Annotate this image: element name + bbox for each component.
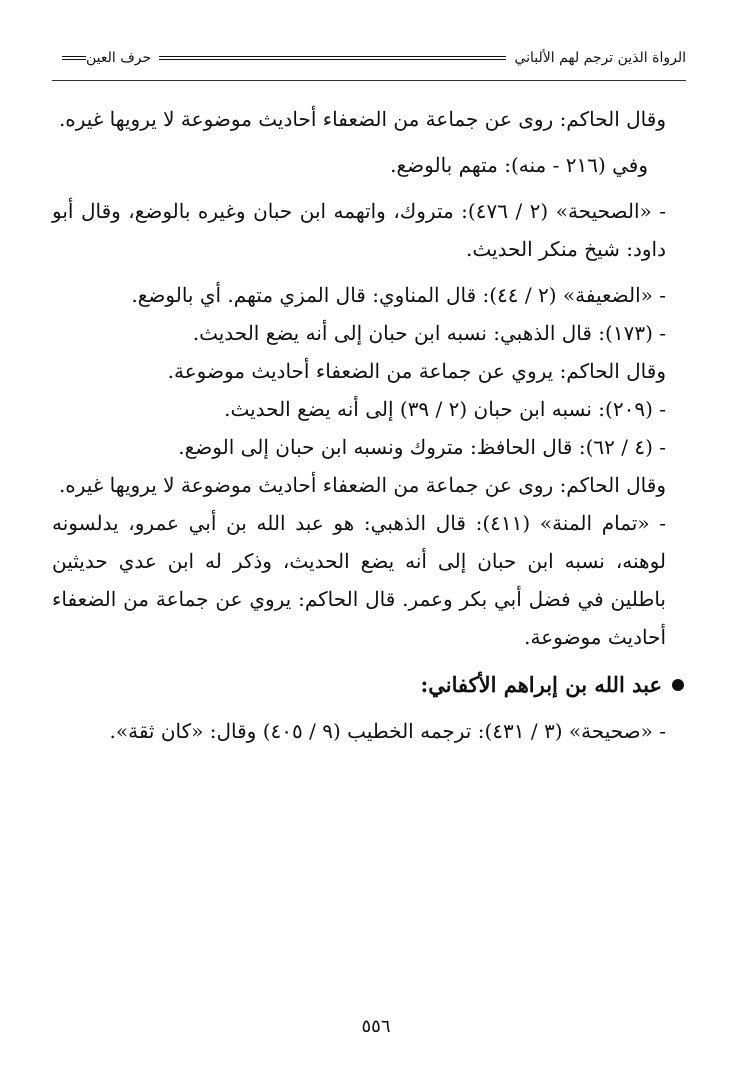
paragraph: - (٤ / ٦٢): قال الحافظ: متروك ونسبه ابن حبان إلى الوضع. <box>178 435 666 459</box>
bullet-icon <box>672 679 684 691</box>
entry-title: عبد الله بن إبراهم الأكفاني: <box>420 672 662 697</box>
paragraph: وقال الحاكم: روى عن جماعة من الضعفاء أحاديث موضوعة لا يرويها غيره. <box>58 107 666 131</box>
paragraph: وقال الحاكم: يروي عن جماعة من الضعفاء أحاديث موضوعة. <box>167 359 666 383</box>
header-rule <box>159 56 506 60</box>
book-title: الرواة الذين ترجم لهم الألباني <box>514 50 686 66</box>
page-body <box>52 100 684 750</box>
header-divider <box>52 80 686 81</box>
running-header <box>52 40 686 76</box>
paragraph: - «الصحيحة» (٢ / ٤٧٦): متروك، واتهمه ابن حبان وغيره بالوضع، وقال أبو داود: شيخ منكر الحديث. <box>52 199 666 261</box>
paragraph: - (٢٠٩): نسبه ابن حبان (٢ / ٣٩) إلى أنه يضع الحديث. <box>224 397 666 421</box>
paragraph: وفي (٢١٦ - منه): متهم بالوضع. <box>390 153 648 177</box>
page-number: ٥٥٦ <box>361 1016 391 1037</box>
entry-heading <box>52 666 684 704</box>
entry-text: - «صحيحة» (٣ / ٤٣١): ترجمه الخطيب (٩ / ٤٠٥) وقال: «كان ثقة». <box>109 719 666 743</box>
paragraph: - (١٧٣): قال الذهبي: نسبه ابن حبان إلى أنه يضع الحديث. <box>192 321 666 345</box>
header-rule-end <box>62 56 86 60</box>
paragraph: - «الضعيفة» (٢ / ٤٤): قال المناوي: قال المزي متهم. أي بالوضع. <box>131 283 666 307</box>
chapter-title: حرف العين <box>86 50 152 66</box>
paragraph: - «تمام المنة» (٤١١): قال الذهبي: هو عبد الله بن أبي عمرو، يدلسونه لوهنه، نسبه ابن حبان إلى أنه يضع الحديث، وذكر له ابن عدي حديثين باطلين في فضل أبي بكر وعمر. قال الحاكم: يروي عن جماعة من الضعفاء أحاديث موضوعة. <box>52 511 666 649</box>
paragraph: وقال الحاكم: روى عن جماعة من الضعفاء أحاديث موضوعة لا يرويها غيره. <box>58 473 666 497</box>
